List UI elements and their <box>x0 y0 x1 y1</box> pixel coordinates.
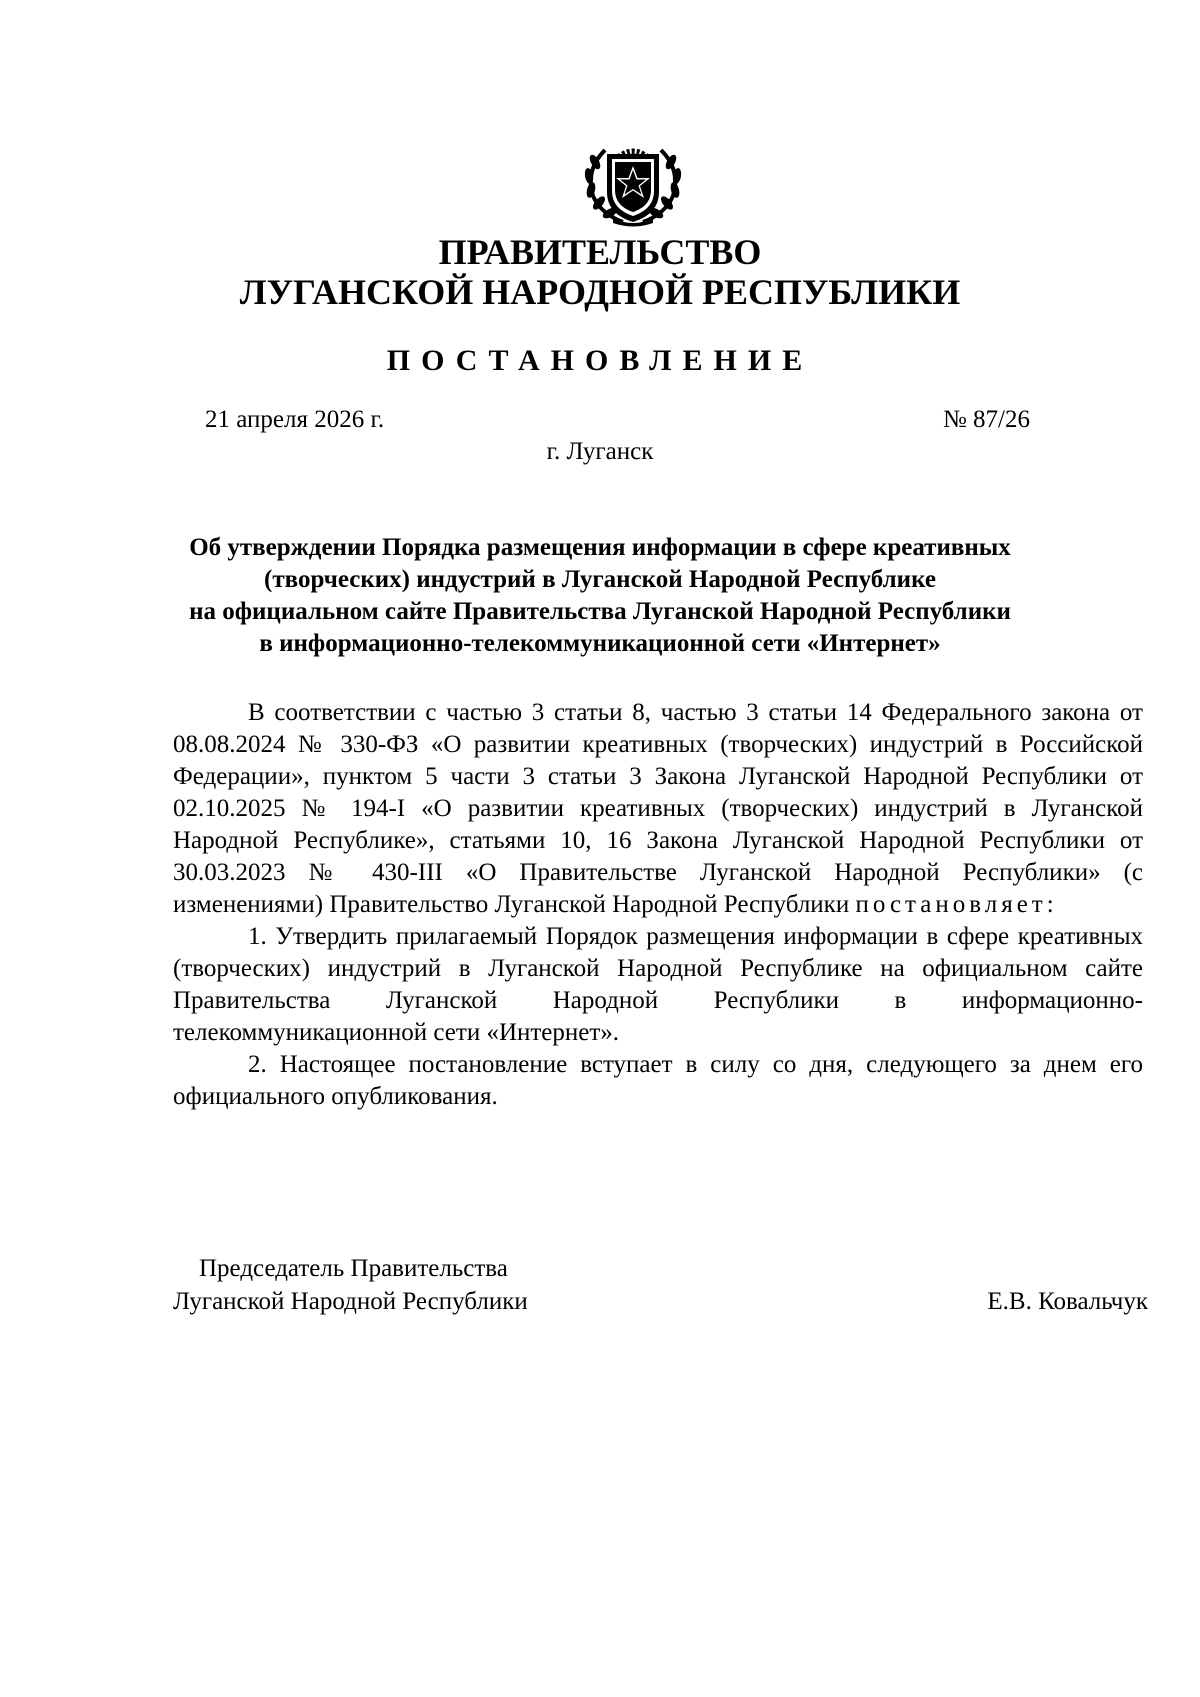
government-title-line-1: ПРАВИТЕЛЬСТВО <box>438 232 762 272</box>
subject-line-2: (творческих) индустрий в Луганской Народной Республике <box>264 566 936 593</box>
government-title-line-2: ЛУГАНСКОЙ НАРОДНОЙ РЕСПУБЛИКИ <box>239 272 961 312</box>
subject-line-3: на официальном сайте Правительства Луганской Народной Республики <box>189 598 1011 625</box>
document-body <box>173 697 1143 1113</box>
document-subject <box>140 532 1060 660</box>
lnr-coat-of-arms-icon <box>571 130 695 228</box>
document-city: г. Луганск <box>546 438 654 465</box>
document-date: 21 апреля 2026 г. <box>205 406 385 433</box>
document-number: № 87/26 <box>942 406 1030 433</box>
resolution-item-1: 1. Утвердить прилагаемый Порядок размещения информации в сфере креативных (творческих) индустрий в Луганской Народной Республике на официальном сайте Правительства Луганской Народной Республики в информационно-телекоммуникационной сети «Интернет». <box>173 923 1143 1046</box>
preamble-paragraph <box>173 697 1143 921</box>
document-kind: ПОСТАНОВЛЕНИЕ <box>386 344 814 377</box>
signatory-position <box>173 1252 528 1318</box>
signatory-name: Е.В. Ковальчук <box>987 1288 1148 1315</box>
resolution-item-2: 2. Настоящее постановление вступает в силу со дня, следующего за днем его официального опубликования. <box>173 1051 1143 1110</box>
signatory-position-line-2: Луганской Народной Республики <box>173 1288 528 1315</box>
subject-line-1: Об утверждении Порядка размещения информации в сфере креативных <box>189 534 1011 561</box>
resolves-word: постановляет: <box>855 891 1058 918</box>
signatory-position-line-1: Председатель Правительства <box>199 1255 508 1282</box>
preamble-text: В соответствии с частью 3 статьи 8, частью 3 статьи 14 Федерального закона от 08.08.2024 № 330-ФЗ «О развитии креативных (творческих) индустрий в Российской Федерации», пунктом 5 части 3 статьи 3 Закона Луганской Народной Республики от 02.10.2025 № 194-I «О развитии креативных (творческих) индустрий в Луганской Народной Республике», статьями 10, 16 Закона Луганской Народной Республики от 30.03.2023 № 430-III «О Правительстве Луганской Народной Республики» (с изменениями) Правительство Луганской Народной Республики <box>173 699 1143 918</box>
subject-line-4: в информационно-телекоммуникационной сети «Интернет» <box>259 630 941 657</box>
